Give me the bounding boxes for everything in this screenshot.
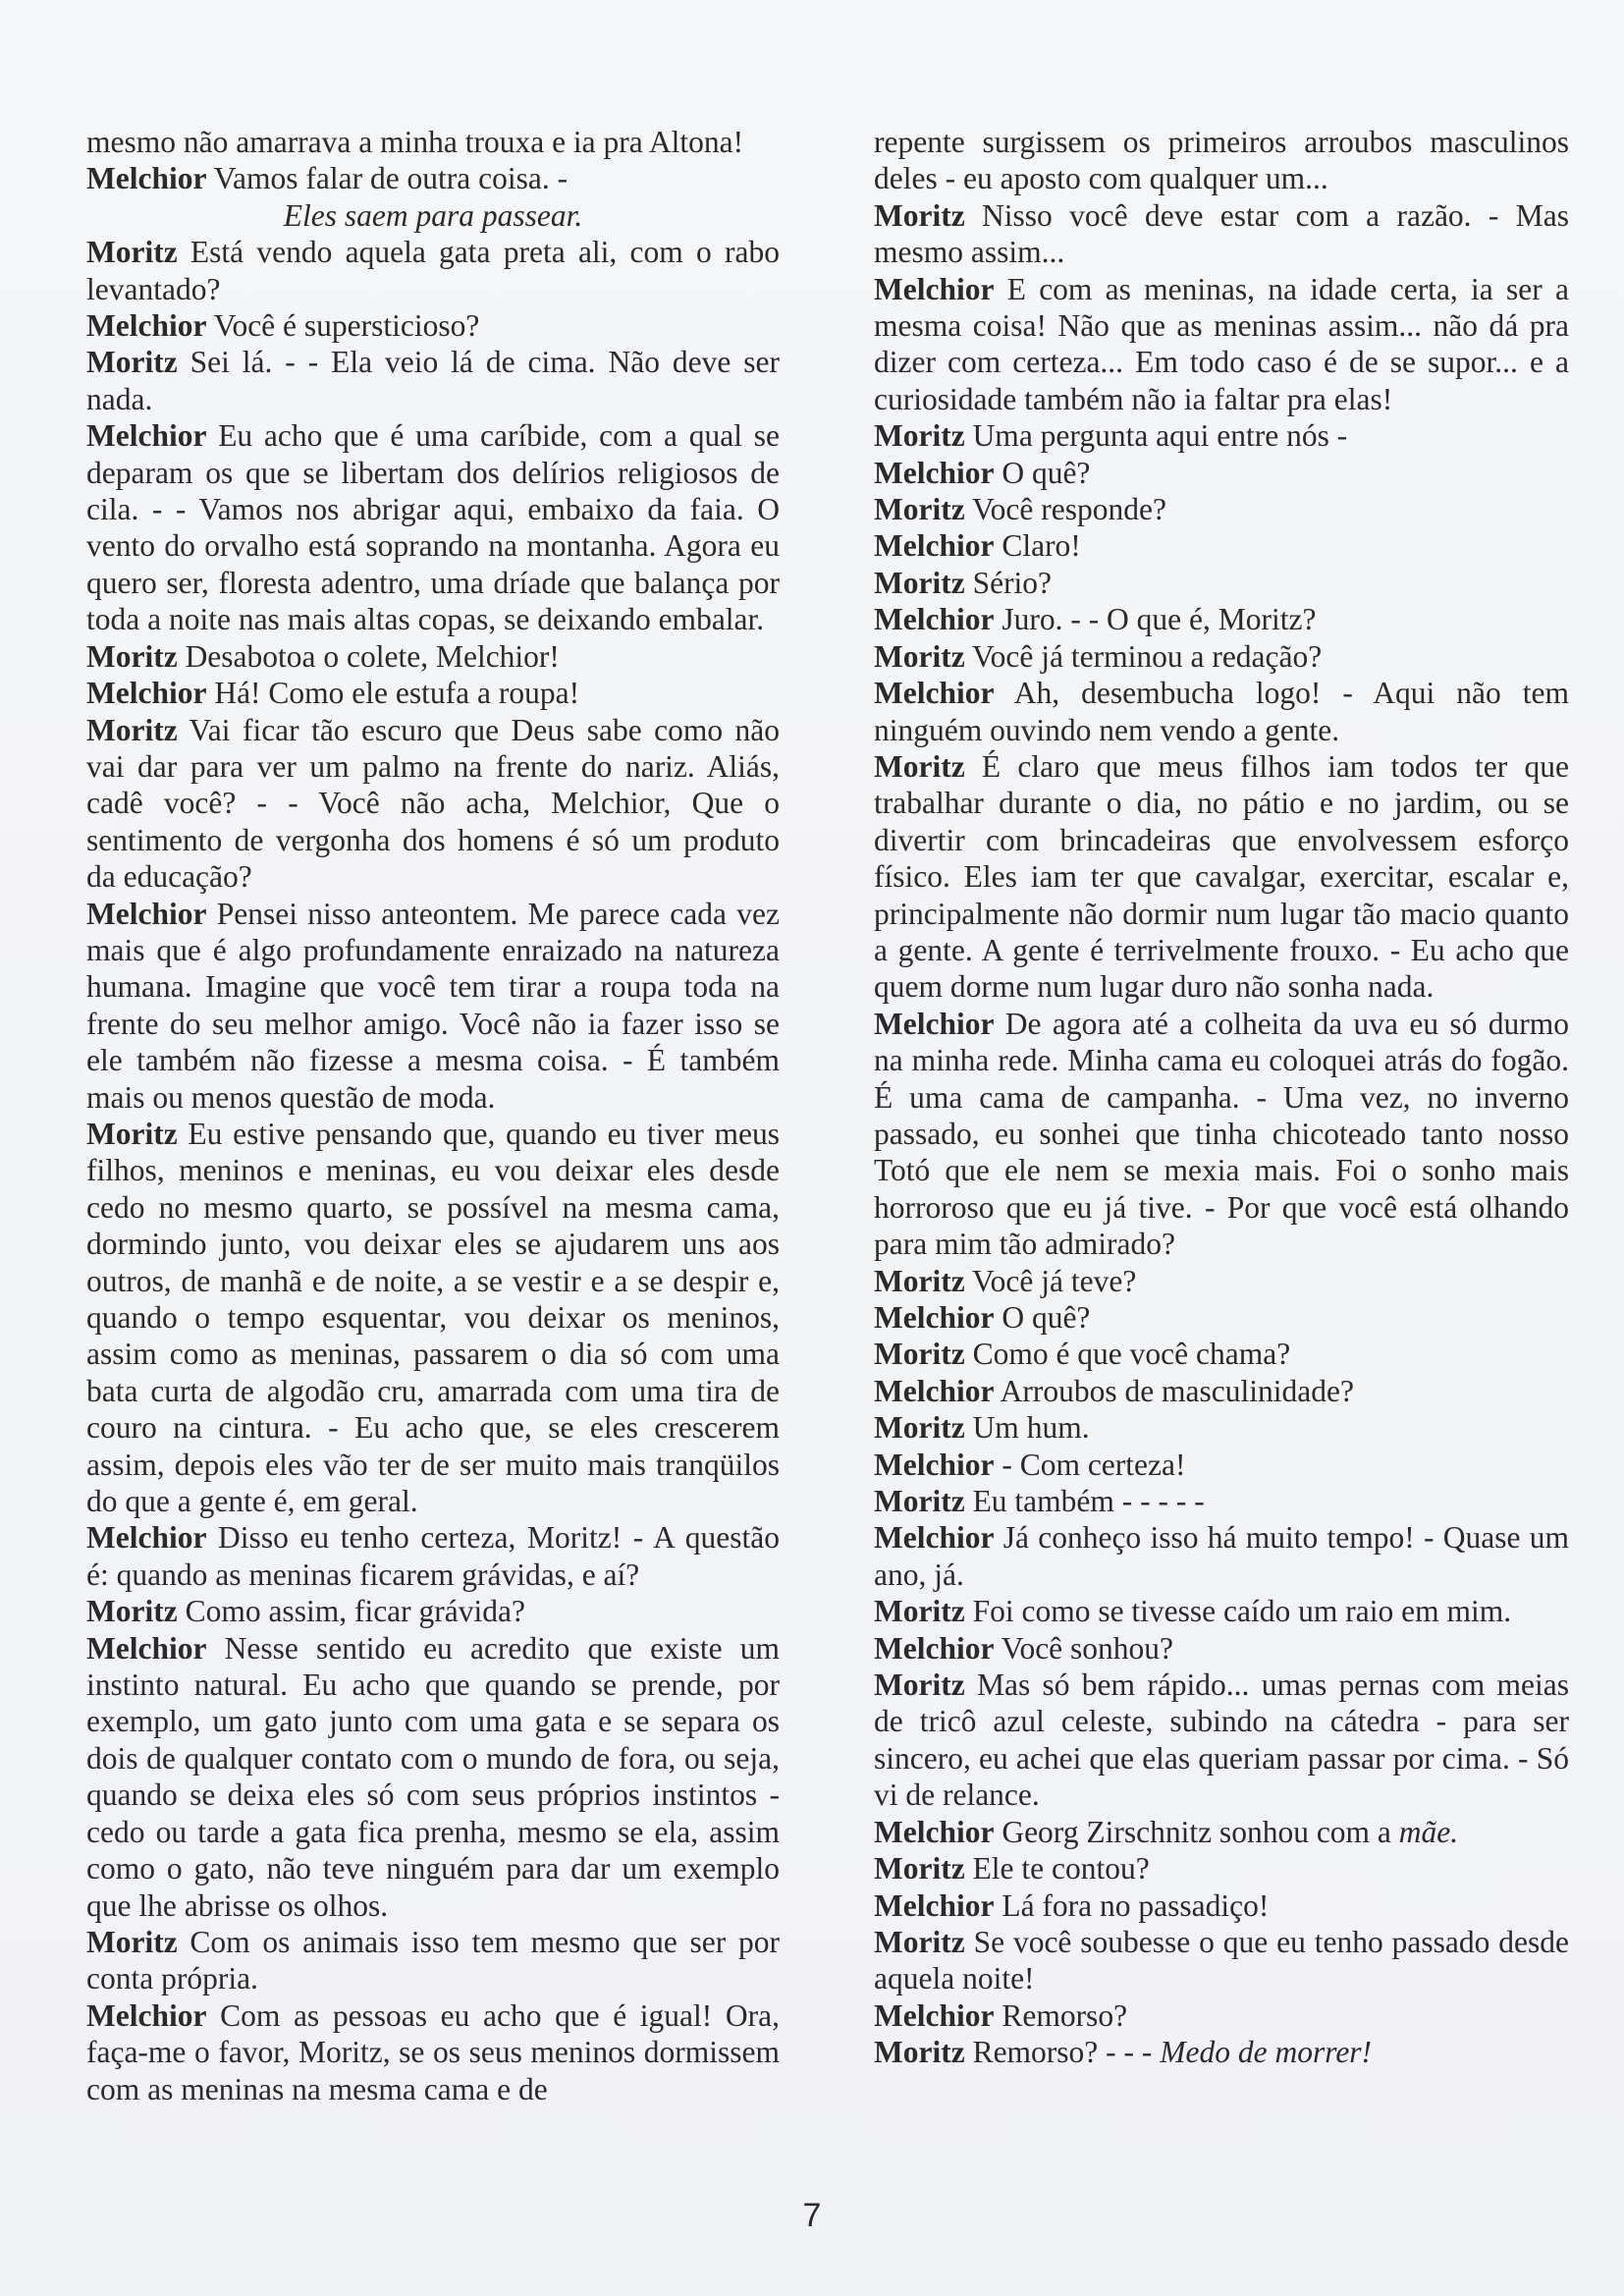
dialogue-paragraph (86, 712, 780, 896)
dialogue-text: Nisso você deve estar com a razão. - Mas mesmo assim... (874, 197, 1569, 270)
speaker-name: Melchior (874, 1373, 995, 1408)
speaker-name: Melchior (86, 1630, 207, 1666)
dialogue-paragraph (86, 675, 780, 711)
dialogue-text: Disso eu tenho certeza, Moritz! - A questão é: quando as meninas ficarem grávidas, e aí? (86, 1520, 780, 1592)
dialogue-text: Eu também - - - - - (964, 1484, 1205, 1519)
dialogue-text: Foi como se tivesse caído um raio em mim. (964, 1594, 1512, 1629)
dialogue-text: Georg Zirschnitz sonhou com a (994, 1814, 1399, 1849)
dialogue-text: Há! Como ele estufa a roupa! (206, 676, 580, 711)
dialogue-text: Nesse sentido eu acredito que existe um instinto natural. Eu acho que quando se prende, por exemplo, um gato junto com uma gata e se separa os dois de qualquer contato com o mundo de fora, ou seja, quando se deixa eles só com seus próprios instintos - cedo ou tarde a gata fica prenha, mesmo se ela, assim como o gato, não teve ninguém para dar um exemplo que lhe abrisse os olhos. (86, 1630, 780, 1923)
dialogue-text: Um hum. (964, 1410, 1090, 1446)
dialogue-text: Como é que você chama? (964, 1337, 1291, 1372)
dialogue-paragraph (874, 1336, 1569, 1372)
dialogue-paragraph (874, 1997, 1569, 2034)
dialogue-text: mesmo não amarrava a minha trouxa e ia pra Altona! (86, 125, 744, 159)
dialogue-paragraph (874, 455, 1569, 491)
dialogue-paragraph (86, 896, 780, 1116)
emphasized-text: Medo de morrer! (1160, 2035, 1373, 2070)
dialogue-text: Já conheço isso há muito tempo! - Quase um ano, já. (874, 1520, 1569, 1592)
speaker-name: Moritz (874, 2035, 965, 2070)
dialogue-text: Eu acho que é uma caríbide, com a qual se deparam os que se libertam dos delírios religiosos de cila. - - Vamos nos abrigar aqui, embaixo da faia. O vento do orvalho está soprando na montanha. Agora eu quero ser, floresta adentro, uma dríade que balança por toda a noite nas mais altas copas, se deixando embalar. (86, 418, 780, 637)
speaker-name: Moritz (874, 492, 965, 527)
dialogue-paragraph (874, 527, 1569, 564)
speaker-name: Melchior (86, 418, 207, 454)
speaker-name: Melchior (874, 1997, 995, 2033)
dialogue-paragraph (874, 2034, 1569, 2070)
dialogue-paragraph (86, 307, 780, 344)
dialogue-text: Está vendo aquela gata preta ali, com o rabo levantado? (86, 235, 780, 306)
speaker-name: Moritz (874, 1410, 965, 1446)
dialogue-text: Ah, desembucha logo! - Aqui não tem ninguém ouvindo nem vendo a gente. (874, 676, 1569, 747)
speaker-name: Melchior (874, 528, 995, 564)
speaker-name: Moritz (874, 565, 965, 600)
dialogue-text: Ele te contou? (964, 1851, 1150, 1886)
dialogue-paragraph (874, 1299, 1569, 1336)
dialogue-paragraph (86, 1116, 780, 1519)
dialogue-text: O quê? (994, 455, 1091, 490)
dialogue-paragraph (874, 1006, 1569, 1263)
dialogue-text: Pensei nisso anteontem. Me parece cada vez mais que é algo profundamente enraizado na natureza humana. Imagine que você tem tirar a roupa toda na frente do seu melhor amigo. Você não ia fazer isso se ele também não fizesse a mesma coisa. - É também mais ou menos questão de moda. (86, 896, 780, 1115)
speaker-name: Moritz (86, 1116, 178, 1151)
dialogue-text: Lá fora no passadiço! (994, 1887, 1270, 1923)
speaker-name: Moritz (874, 1484, 965, 1519)
dialogue-paragraph (874, 417, 1569, 454)
dialogue-paragraph (874, 1593, 1569, 1629)
dialogue-paragraph (874, 748, 1569, 1006)
dialogue-text: Claro! (994, 528, 1081, 564)
dialogue-paragraph (874, 124, 1569, 197)
speaker-name: Melchior (86, 1997, 207, 2033)
dialogue-paragraph (874, 1409, 1569, 1446)
speaker-name: Melchior (86, 896, 207, 931)
speaker-name: Melchior (874, 1520, 995, 1556)
speaker-name: Moritz (874, 1263, 965, 1298)
right-text-column (874, 124, 1569, 2071)
dialogue-text: Com as pessoas eu acho que é igual! Ora, faça-me o favor, Moritz, se os seus meninos dormissem com as meninas na mesma cama e de (86, 1997, 780, 2106)
speaker-name: Melchior (874, 1887, 995, 1923)
dialogue-text: Arroubos de masculinidade? (994, 1373, 1354, 1408)
dialogue-paragraph (874, 601, 1569, 637)
dialogue-paragraph (874, 1483, 1569, 1519)
dialogue-text: Vamos falar de outra coisa. - (206, 161, 568, 196)
speaker-name: Melchior (86, 161, 207, 196)
dialogue-paragraph (86, 638, 780, 675)
dialogue-text: Você é supersticioso? (206, 308, 480, 344)
dialogue-paragraph (86, 1997, 780, 2107)
speaker-name: Moritz (86, 1594, 178, 1629)
speaker-name: Moritz (874, 1594, 965, 1629)
speaker-name: Moritz (874, 1851, 965, 1886)
dialogue-text: Como assim, ficar grávida? (177, 1594, 525, 1629)
speaker-name: Melchior (86, 308, 207, 344)
dialogue-text: Remorso? (994, 1997, 1128, 2033)
dialogue-text: repente surgissem os primeiros arroubos masculinos deles - eu aposto com qualquer um... (874, 125, 1569, 196)
dialogue-text: Juro. - - O que é, Moritz? (994, 602, 1317, 637)
dialogue-paragraph (874, 1630, 1569, 1667)
speaker-name: Moritz (86, 712, 178, 747)
speaker-name: Melchior (86, 1520, 207, 1556)
left-text-column (86, 124, 780, 2107)
stage-direction: Eles saem para passear. (283, 197, 583, 233)
dialogue-paragraph (86, 1519, 780, 1593)
dialogue-text: Com os animais isso tem mesmo que ser por conta própria. (86, 1924, 780, 1996)
dialogue-text: Você já terminou a redação? (964, 638, 1323, 674)
dialogue-paragraph (874, 271, 1569, 418)
dialogue-text: Vai ficar tão escuro que Deus sabe como não vai dar para ver um palmo na frente do nariz. Aliás, cadê você? - - Você não acha, Melchior, Que o sentimento de vergonha dos homens é só um produto da educação? (86, 712, 780, 895)
dialogue-text: Se você soubesse o que eu tenho passado desde aquela noite! (874, 1924, 1569, 1996)
speaker-name: Melchior (874, 455, 995, 490)
dialogue-paragraph (874, 1667, 1569, 1814)
speaker-name: Moritz (874, 748, 965, 784)
dialogue-paragraph (874, 1814, 1569, 1850)
dialogue-paragraph (874, 638, 1569, 675)
speaker-name: Moritz (86, 235, 178, 270)
dialogue-paragraph (86, 124, 780, 160)
dialogue-paragraph (86, 1630, 780, 1924)
speaker-name: Moritz (86, 345, 178, 380)
speaker-name: Melchior (874, 1814, 995, 1849)
dialogue-text: E com as meninas, na idade certa, ia ser a mesma coisa! Não que as meninas assim... não dá pra dizer com certeza... Em todo caso é de se supor... e a curiosidade também não ia faltar pra elas! (874, 271, 1569, 416)
dialogue-paragraph (86, 234, 780, 307)
dialogue-text: Sei lá. - - Ela veio lá de cima. Não deve ser nada. (86, 345, 780, 416)
speaker-name: Moritz (86, 1924, 178, 1959)
speaker-name: Melchior (874, 1447, 995, 1482)
speaker-name: Moritz (874, 1924, 965, 1959)
dialogue-text: É claro que meus filhos iam todos ter que trabalhar durante o dia, no pátio e no jardim, ou se divertir com brincadeiras que envolvessem esforço físico. Eles iam ter que cavalgar, exercitar, escalar e, principalmente não dormir num lugar tão macio quanto a gente. A gente é terrivelmente frouxo. - Eu acho que quem dorme num lugar duro não sonha nada. (874, 748, 1569, 1005)
dialogue-text: O quê? (994, 1300, 1091, 1335)
emphasized-text: mãe. (1398, 1814, 1459, 1849)
dialogue-paragraph (874, 197, 1569, 271)
speaker-name: Melchior (874, 602, 995, 637)
dialogue-text: Você já teve? (964, 1263, 1137, 1298)
dialogue-paragraph (874, 1447, 1569, 1483)
page-number: 7 (802, 2197, 822, 2234)
dialogue-paragraph (874, 1519, 1569, 1593)
speaker-name: Melchior (874, 676, 995, 711)
dialogue-paragraph (86, 344, 780, 417)
speaker-name: Moritz (86, 638, 178, 674)
dialogue-text: Uma pergunta aqui entre nós - (964, 418, 1348, 454)
dialogue-paragraph (874, 1887, 1569, 1924)
dialogue-text: De agora até a colheita da uva eu só durmo na minha rede. Minha cama eu coloquei atrás do fogão. É uma cama de campanha. - Uma vez, no inverno passado, eu sonhei que tinha chicoteado tanto nosso Totó que ele nem se mexia mais. Foi o sonho mais horroroso que eu já tive. - Por que você está olhando para mim tão admirado? (874, 1006, 1569, 1262)
speaker-name: Melchior (874, 1300, 995, 1335)
dialogue-paragraph (874, 491, 1569, 527)
dialogue-paragraph (874, 675, 1569, 748)
dialogue-text: Você responde? (964, 492, 1166, 527)
dialogue-text: Você sonhou? (994, 1630, 1174, 1666)
speaker-name: Melchior (874, 1006, 995, 1041)
speaker-name: Moritz (874, 638, 965, 674)
dialogue-text: Remorso? - - - (964, 2035, 1161, 2070)
speaker-name: Melchior (874, 271, 995, 306)
speaker-name: Moritz (874, 418, 965, 454)
dialogue-text: Sério? (964, 565, 1053, 600)
dialogue-paragraph (874, 1263, 1569, 1299)
dialogue-paragraph (874, 1924, 1569, 1997)
dialogue-text: Mas só bem rápido... umas pernas com meias de tricô azul celeste, subindo na cátedra - para ser sincero, eu achei que elas queriam passar por cima. - Só vi de relance. (874, 1667, 1569, 1813)
speaker-name: Moritz (874, 1667, 965, 1703)
speaker-name: Melchior (86, 676, 207, 711)
dialogue-paragraph (874, 1373, 1569, 1409)
speaker-name: Moritz (874, 197, 965, 233)
speaker-name: Melchior (874, 1630, 995, 1666)
speaker-name: Moritz (874, 1337, 965, 1372)
dialogue-paragraph (86, 417, 780, 637)
dialogue-paragraph (86, 1593, 780, 1629)
dialogue-text: Desabotoa o colete, Melchior! (177, 638, 560, 674)
dialogue-paragraph (86, 160, 780, 196)
dialogue-paragraph (874, 1850, 1569, 1886)
dialogue-paragraph (874, 565, 1569, 601)
dialogue-paragraph (86, 1924, 780, 1997)
dialogue-text: Eu estive pensando que, quando eu tiver meus filhos, meninos e meninas, eu vou deixar eles desde cedo no mesmo quarto, se possível na mesma cama, dormindo junto, vou deixar eles se ajudarem uns aos outros, de manhã e de noite, a se vestir e a se despir e, quando o tempo esquentar, vou deixar os meninos, assim como as meninas, passarem o dia só com uma bata curta de algodão cru, amarrada com uma tira de couro na cintura. - Eu acho que, se eles crescerem assim, depois eles vão ter de ser muito mais tranqüilos do que a gente é, em geral. (86, 1116, 780, 1519)
dialogue-text: - Com certeza! (994, 1447, 1186, 1482)
